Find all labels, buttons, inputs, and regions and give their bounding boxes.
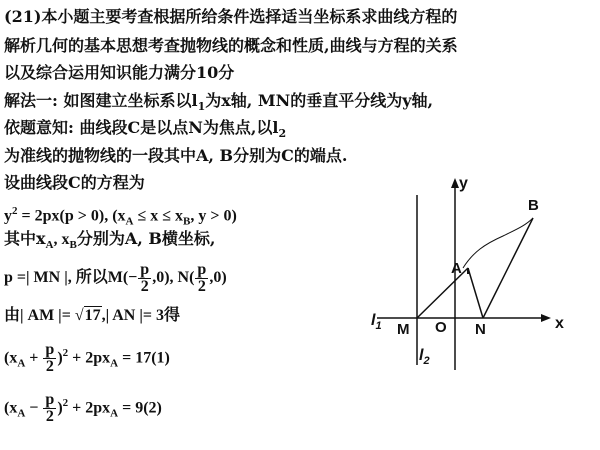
y-axis-arrow: [451, 178, 459, 188]
label-o: O: [435, 319, 447, 336]
line-4: 解法一: 如图建立坐标系以$l_1$为x轴, MN的垂直平分线为y轴,: [4, 91, 434, 114]
line-7: 设曲线段C的方程为: [4, 173, 145, 192]
line-6: 为准线的抛物线的一段其中A, B分别为C的端点.: [4, 146, 348, 165]
line-11: 由| AM |= √17,| AN |= 3得: [4, 307, 181, 324]
label-a: A: [451, 260, 462, 277]
curve-c: [463, 218, 533, 268]
label-b: B: [528, 197, 539, 214]
coordinate-figure: [355, 170, 575, 385]
line-3: 以及综合运用知识能力满分10分: [4, 63, 235, 82]
line-9: 其中$x_A$, $x_B$分别为A, B横坐标,: [4, 229, 216, 252]
label-l2: $l_2$: [419, 347, 430, 367]
label-y: y: [459, 175, 468, 192]
parabola-equation: $y^2 = 2px(p > 0)$, ($x_A \le x \le x_B$, y > 0): [4, 205, 237, 228]
equation-2: ($x_A$ − $\frac{p}{2}$ )$^2 + 2px_A = 9(2)$: [4, 391, 162, 426]
line-5: 依题意知: 曲线段C是以点N为焦点,以$l_2$: [4, 118, 287, 141]
line-10: p =| MN |, 所以M(− $\frac{p}{2}$ ,0), N( $\frac{p}{2}$ ,0): [4, 261, 227, 295]
equation-1: ($x_A$ + $\frac{p}{2}$ )$^2 + 2px_A = 17(1)$: [4, 341, 170, 376]
line-2: 解析几何的基本思想考查抛物线的概念和性质,曲线与方程的关系: [4, 36, 458, 55]
label-l1: $l_1$: [371, 312, 382, 332]
label-x: x: [555, 315, 564, 332]
line-1: (21)本小题主要考查根据所给条件选择适当坐标系求曲线方程的: [4, 7, 458, 26]
x-axis-arrow: [541, 314, 551, 322]
label-n: N: [475, 321, 486, 338]
label-m: M: [397, 321, 410, 338]
segment-an: [468, 268, 483, 318]
